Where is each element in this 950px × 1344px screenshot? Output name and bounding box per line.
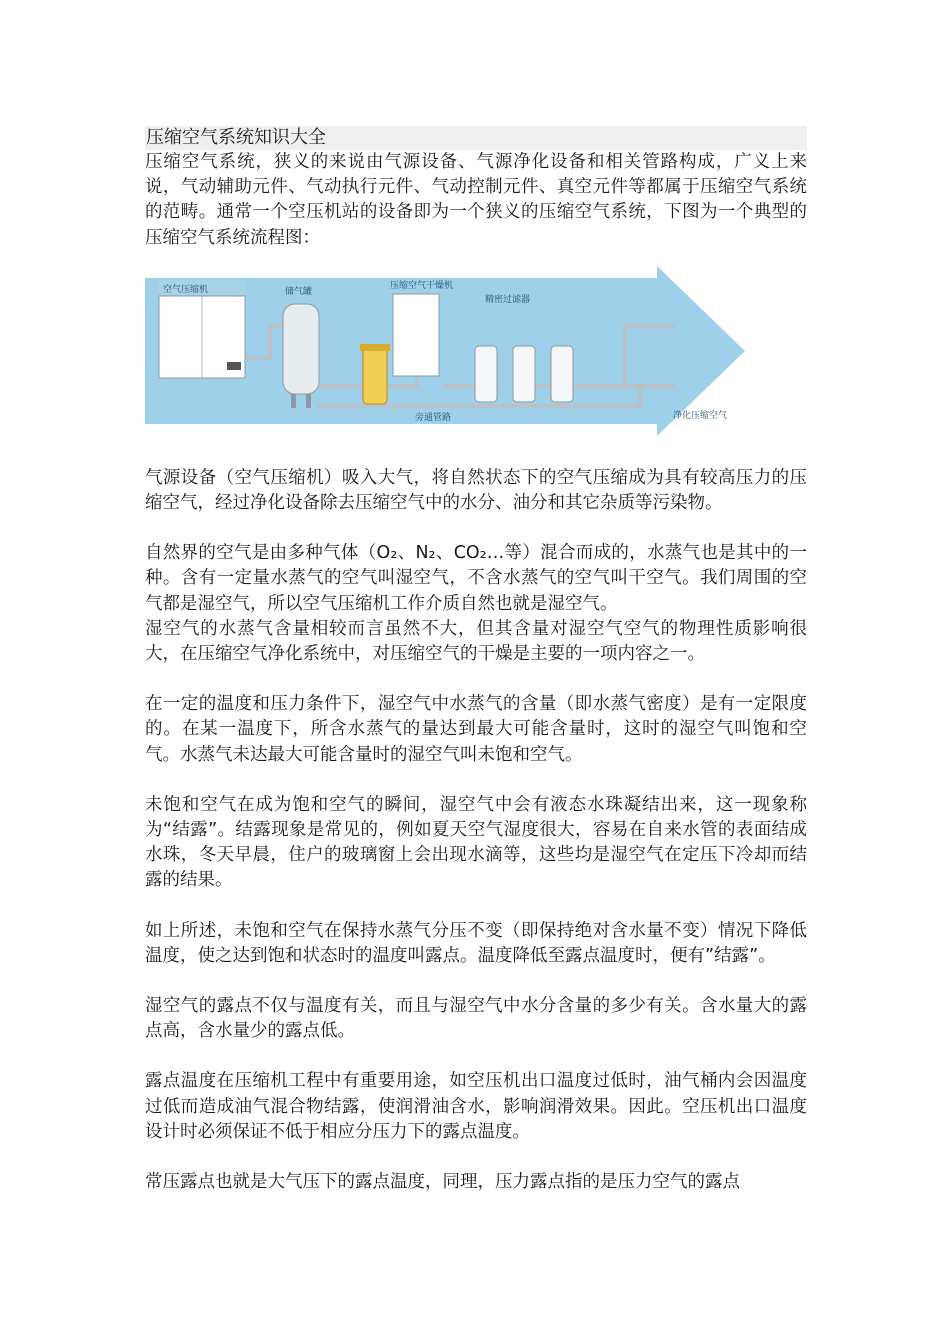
label-compressor: 空气压缩机: [163, 284, 209, 295]
label-dryer: 压缩空气干燥机: [390, 280, 454, 291]
flow-diagram-svg: [145, 266, 745, 436]
compressor-unit: [159, 280, 245, 378]
pre-filter: [360, 344, 390, 404]
intro-paragraph: 压缩空气系统，狭义的来说由气源设备、气源净化设备和相关管路构成，广义上来说，气动辅助元件、气动执行元件、气动控制元件、真空元件等都属于压缩空气系统的范畴。通常一个空压机站的设备即为一个狭义的压缩空气系统，下图为一个典型的压缩空气系统流程图：: [145, 152, 807, 248]
paragraph-humid-air: 自然界的空气是由多种气体（O₂、N₂、CO₂…等）混合而成的，水蒸气也是其中的一种。含有一定量水蒸气的空气叫湿空气，不含水蒸气的空气叫干空气。我们周围的空气都是湿空气，所以空气压缩机工作介质自然也就是湿空气。: [145, 543, 807, 614]
document-title: 压缩空气系统知识大全: [145, 126, 807, 150]
paragraph-saturated-air: 在一定的温度和压力条件下，湿空气中水蒸气的含量（即水蒸气密度）是有一定限度的。在某一温度下，所含水蒸气的量达到最大可能含量时，这时的湿空气叫饱和空气。水蒸气未达最大可能含量时的湿空气叫未饱和空气。: [145, 694, 807, 765]
document-content: [145, 126, 807, 1195]
paragraph-dew-point-factors: 湿空气的露点不仅与温度有关，而且与湿空气中水分含量的多少有关。含水量大的露点高，含水量少的露点低。: [145, 996, 807, 1042]
paragraph-condensation: 未饱和空气在成为饱和空气的瞬间，湿空气中会有液态水珠凝结出来，这一现象称为“结露”。结露现象是常见的，例如夏天空气湿度很大，容易在自来水管的表面结成水珠，冬天早晨，住户的玻璃窗上会出现水滴等，这些均是湿空气在定压下冷却而结露的结果。: [145, 794, 807, 891]
label-outlet: 净化压缩空气: [673, 410, 728, 421]
system-flow-diagram: [145, 266, 745, 436]
paragraph-humid-air-importance: 湿空气的水蒸气含量相较而言虽然不大，但其含量对湿空气空气的物理性质影响很大，在压缩空气净化系统中，对压缩空气的干燥是主要的一项内容之一。: [145, 618, 807, 665]
label-tank: 储气罐: [285, 286, 313, 297]
label-filters: 精密过滤器: [485, 294, 531, 305]
label-bypass: 旁通管路: [415, 412, 452, 423]
paragraph-pressure-dew-point: 常压露点也就是大气压下的露点温度，同理，压力露点指的是压力空气的露点: [145, 1172, 740, 1193]
paragraph-dew-point-usage: 露点温度在压缩机工程中有重要用途，如空压机出口温度过低时，油气桶内会因温度过低而造成油气混合物结露，使润滑油含水，影响润滑效果。因此。空压机出口温度设计时必须保证不低于相应分压力下的露点温度。: [145, 1071, 807, 1142]
paragraph-dew-point-definition: 如上所述，未饱和空气在保持水蒸气分压不变（即保持绝对含水量不变）情况下降低温度，使之达到饱和状态时的温度叫露点。温度降低至露点温度时，便有”结露”。: [145, 920, 807, 966]
paragraph-source-equipment: 气源设备（空气压缩机）吸入大气，将自然状态下的空气压缩成为具有较高压力的压缩空气，经过净化设备除去压缩空气中的水分、油分和其它杂质等污染物。: [145, 467, 807, 514]
